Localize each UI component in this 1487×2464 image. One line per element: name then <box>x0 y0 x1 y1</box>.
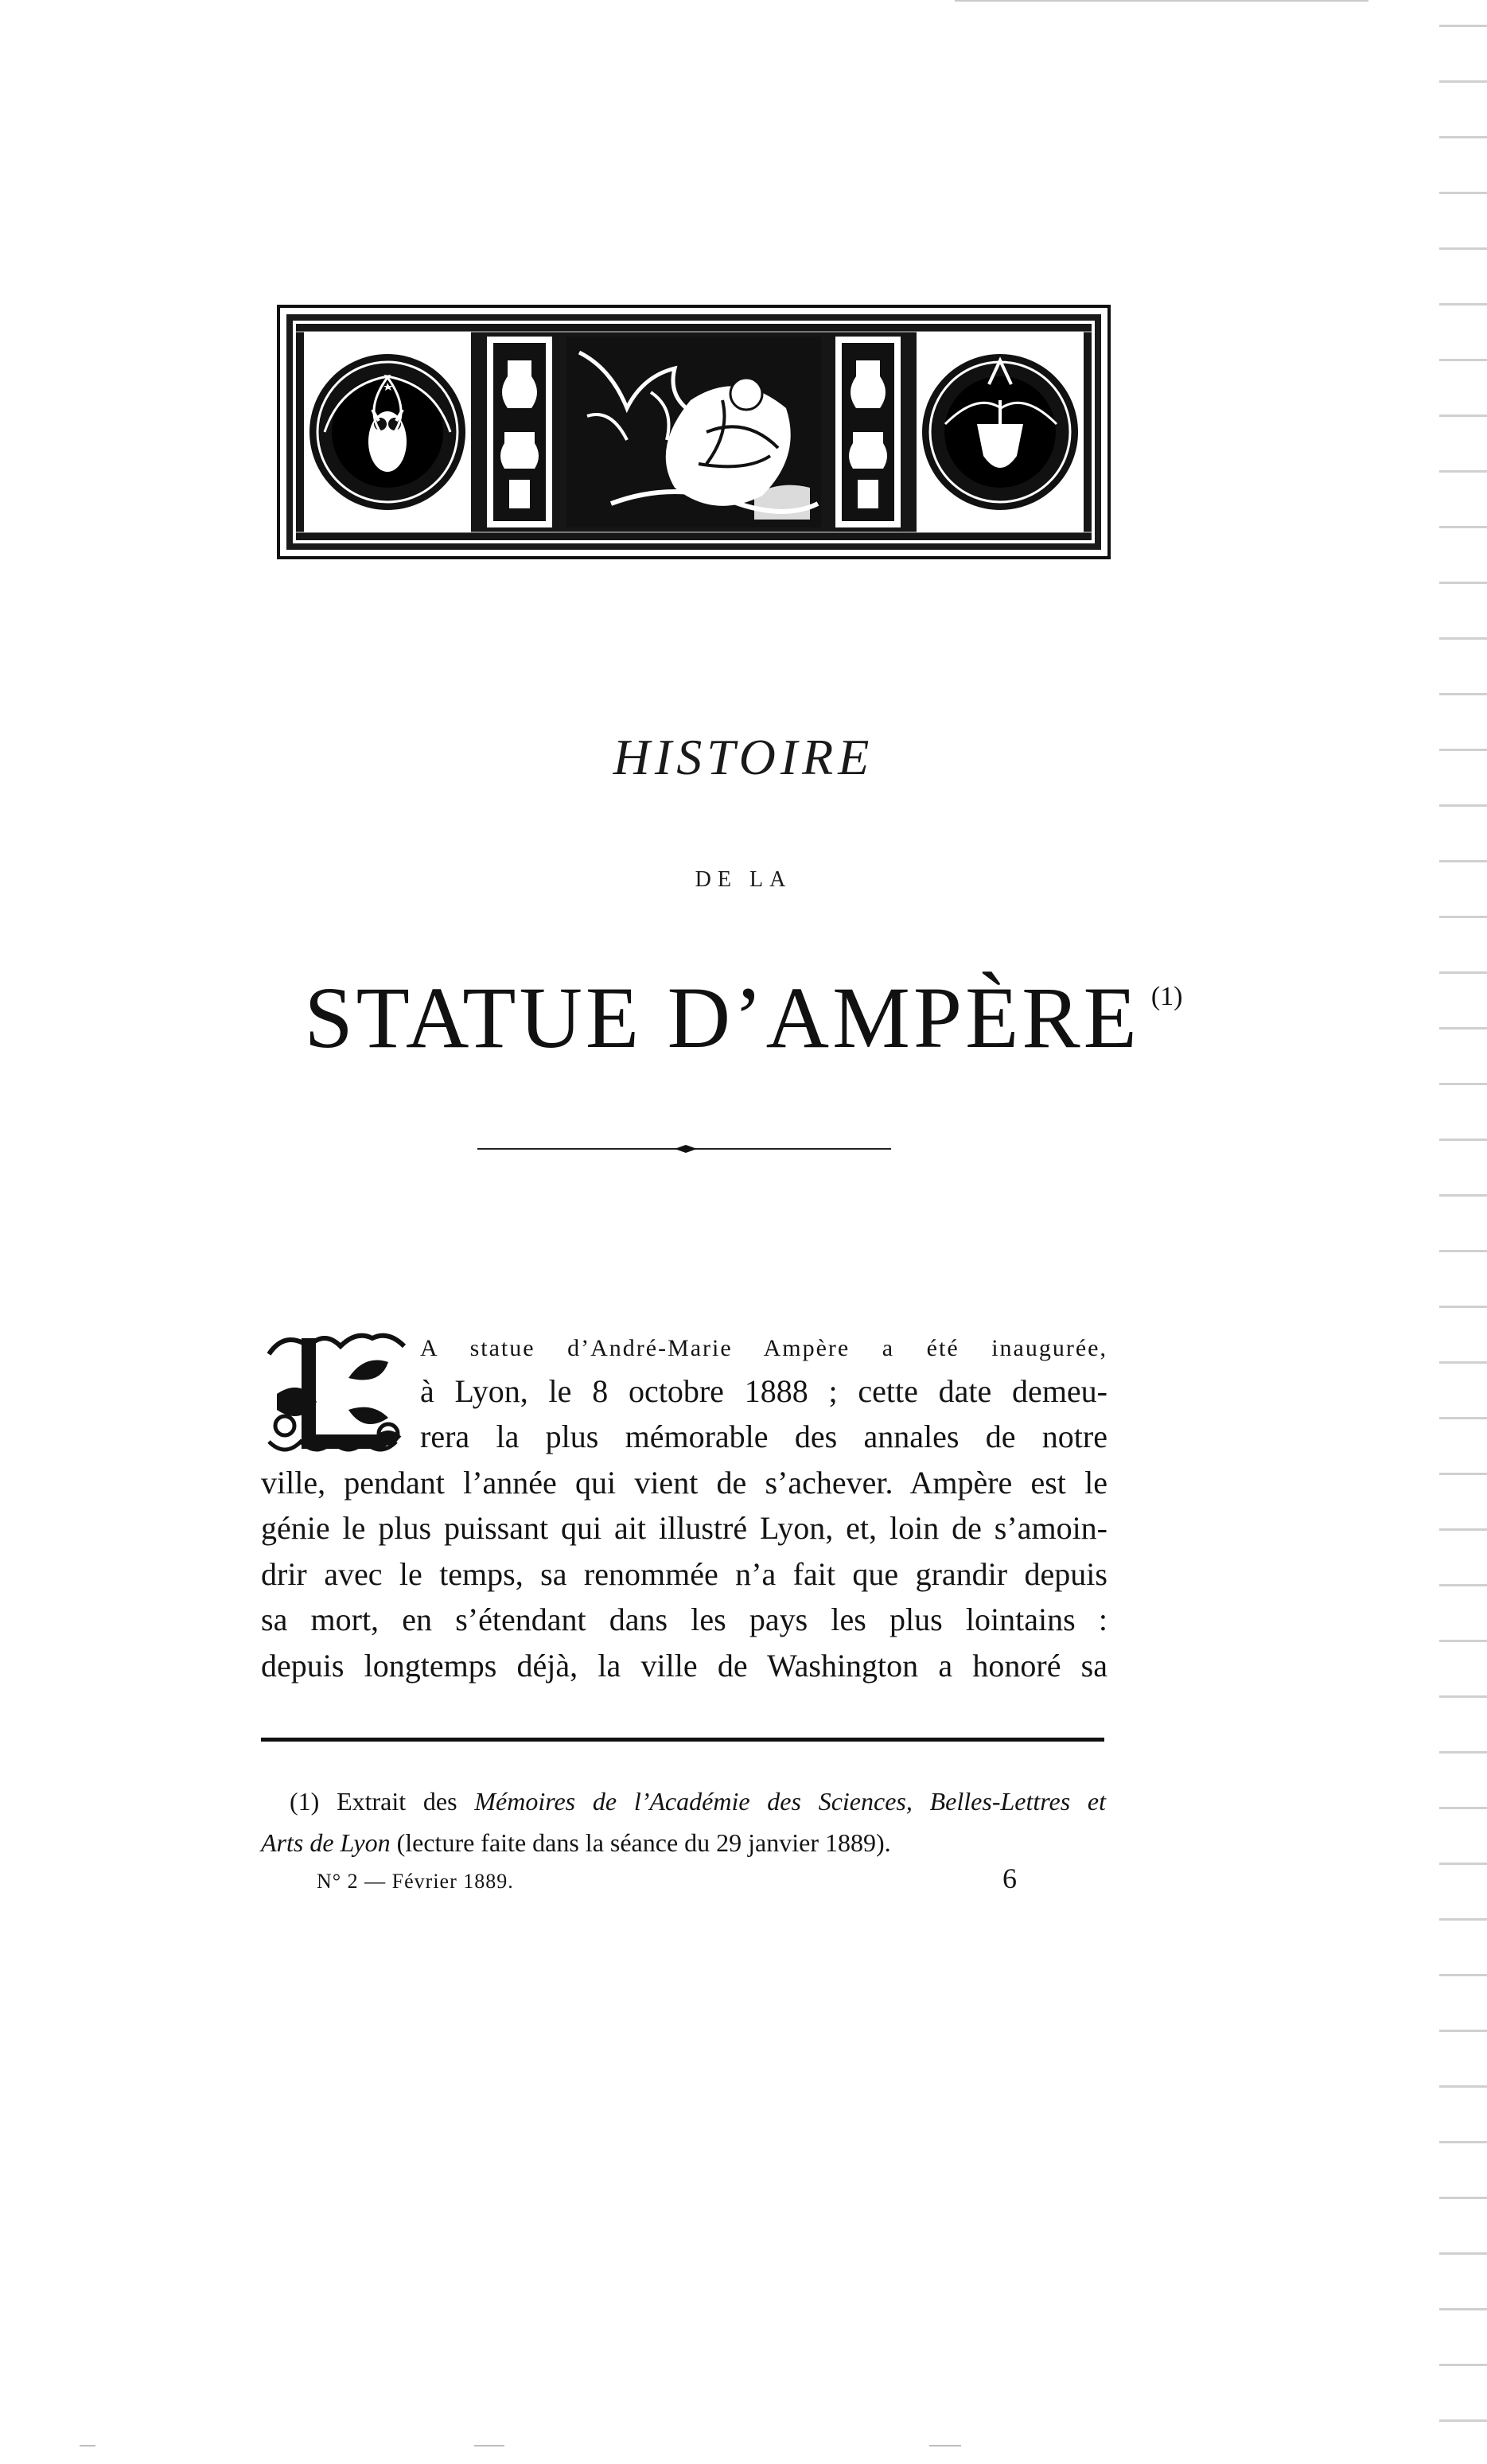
vase-panel <box>835 337 901 527</box>
issue-footer: N° 2 — Février 1889. <box>317 1870 514 1893</box>
footnote-italic-title-cont: Arts de Lyon <box>261 1828 391 1857</box>
scan-bottom-speck <box>474 2445 504 2446</box>
footnote <box>261 1781 1106 1863</box>
body-paragraph <box>261 1322 1107 1688</box>
footnote-rule <box>261 1738 1104 1742</box>
scan-edge-line <box>955 0 1368 2</box>
title-statue <box>0 967 1487 1069</box>
footnote-line <box>261 1781 1106 1822</box>
title-histoire: HISTOIRE <box>613 729 874 785</box>
body-line: génie le plus puissant qui ait illustré Lyon, et, loin de s’amoin- <box>261 1510 1107 1546</box>
footnote-text-before: Extrait des <box>337 1787 457 1816</box>
page-number: 6 <box>1002 1863 1017 1894</box>
title-separator <box>477 1141 891 1157</box>
owl-medallion <box>304 332 471 532</box>
footnote-text-after: (lecture faite dans la séance du 29 janvier 1889). <box>396 1828 891 1857</box>
footnote-marker: (1) <box>290 1787 320 1816</box>
body-line: drir avec le temps, sa renommée n’a fait que grandir depuis <box>261 1555 1107 1592</box>
body-line-text: A statue d’André-Marie Ampère a été inaugurée, <box>420 1335 1107 1361</box>
body-line: rera la plus mémorable des annales de notre <box>420 1419 1107 1454</box>
scan-bottom-speck <box>80 2445 95 2446</box>
body-line: à Lyon, le 8 octobre 1888 ; cette date demeu- <box>420 1372 1107 1409</box>
title-de-la: DE LA <box>695 867 792 892</box>
body-line <box>261 1322 1107 1368</box>
body-line: depuis longtemps déjà, la ville de Washington a honoré sa <box>261 1647 1107 1684</box>
body-line: ville, pendant l’année qui vient de s’achever. Ampère est le <box>261 1464 1107 1501</box>
ornamental-headpiece <box>277 305 1111 559</box>
central-figure-scene <box>566 337 821 527</box>
scan-bottom-speck <box>929 2445 961 2446</box>
scan-edge-specks <box>1439 0 1487 2464</box>
title-statue-text: STATUE D’AMPÈRE <box>304 969 1140 1066</box>
footnote-line <box>261 1822 1106 1863</box>
lamp-medallion <box>917 332 1084 532</box>
vase-panel <box>487 337 552 527</box>
body-line: sa mort, en s’étendant dans les pays les plus lointains : <box>261 1602 1107 1637</box>
title-footnote-marker: (1) <box>1150 982 1183 1011</box>
footnote-italic-title: Mémoires de l’Académie des Sciences, Belles-Lettres et <box>474 1787 1107 1816</box>
